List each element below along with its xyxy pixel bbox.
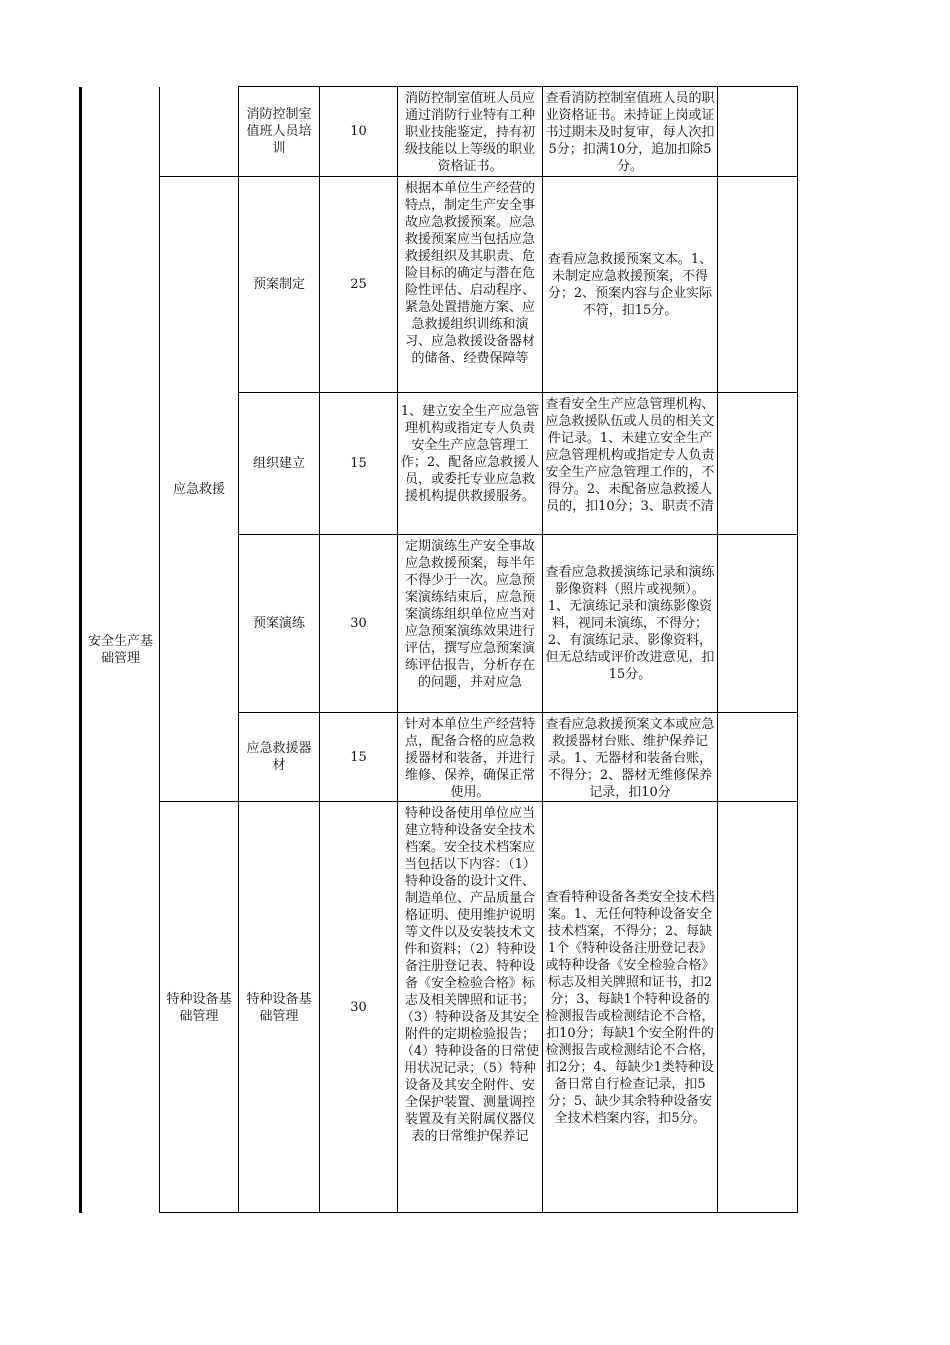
requirement-cell xyxy=(398,90,542,176)
method-text: 查看特种设备各类安全技术档案。1、无任何特种设备安全技术档案，不得分；2、每缺1个《特种设备注册登记表》或特种设备《安全检验合格》标志及相关牌照和证书，扣2分；3、每缺1个特种设备的检测报告或检测结论不合格，扣10分；每缺1个安全附件的检测报告或检测结论不合格，扣2分；4、每缺少1类特种设备日常自行检查记录，扣5分；5、缺少其余特种设备安全技术档案内容，扣5分。 xyxy=(545,889,715,1126)
item-label: 消防控制室值班人员培训 xyxy=(246,107,312,156)
score-value: 10 xyxy=(350,124,367,139)
item-cell xyxy=(239,713,319,801)
grid-line xyxy=(542,86,543,1213)
grid-line xyxy=(238,86,239,1213)
remarks-cell xyxy=(718,802,797,1213)
item-cell xyxy=(239,393,319,534)
requirement-text: 特种设备使用单位应当建立特种设备安全技术档案。安全技术档案应当包括以下内容：（1）特种设备的设计文件、制造单位、产品质量合格证明、使用维护说明等文件以及安装技术文件和资料；（2）特种设备注册登记表、特种设备《安全检验合格》标志及相关牌照和证书；（3）特种设备及其安全附件的定期检验报告；（4）特种设备的日常使用状况记录；（5）特种设备及其安全附件、安全保护装置、测量调控装置及有关附属仪器仪表的日常维护保养记 xyxy=(400,806,540,1144)
requirement-text: 根据本单位生产经营的特点，制定生产安全事故应急救援预案。应急救援预案应当包括应急救援组织及其职责、危险目标的确定与潜在危险性评估、启动程序、紧急处置措施方案、应急救援组织训练和演习、应急救援设备器材的储备、经费保障等 xyxy=(404,181,535,366)
method-cell xyxy=(543,396,717,534)
grid-line xyxy=(238,392,798,393)
item-cell xyxy=(239,177,319,392)
requirement-text: 1、建立安全生产应急管理机构或指定专人负责安全生产应急管理工作；2、配备应急救援人员，或委托专业应急救援机构提供救援服务。 xyxy=(400,404,540,504)
item-label: 特种设备基础管理 xyxy=(246,991,312,1024)
grid-line xyxy=(79,87,82,1213)
remarks-cell xyxy=(718,177,797,392)
group-label-special-equipment: 特种设备基础管理 xyxy=(166,991,232,1024)
remarks-cell xyxy=(718,535,797,712)
method-cell xyxy=(543,716,717,801)
grid-line xyxy=(238,534,798,535)
remarks-cell xyxy=(718,87,797,176)
grid-line xyxy=(159,1212,798,1213)
category-label: 安全生产基础管理 xyxy=(87,634,153,666)
method-cell xyxy=(543,535,717,712)
requirement-cell xyxy=(398,180,542,392)
remarks-cell xyxy=(718,393,797,534)
item-label: 应急救援器材 xyxy=(246,741,312,773)
score-value: 25 xyxy=(350,277,367,292)
requirement-text: 消防控制室值班人员应通过消防行业特有工种职业技能鉴定，持有初级技能以上等级的职业资格证书。 xyxy=(404,91,535,174)
grid-line xyxy=(797,86,798,1213)
method-text: 查看应急救援预案文本或应急救援器材台账、维护保养记录。1、无器材和装备台账，不得分；2、器材无维修保养记录，扣10分 xyxy=(545,717,715,800)
grid-line xyxy=(159,87,160,1213)
item-label: 预案制定 xyxy=(252,277,305,292)
method-text: 查看应急救援预案文本。1、未制定应急救援预案，不得分；2、预案内容与企业实际不符，扣15分。 xyxy=(547,251,713,318)
requirement-cell xyxy=(398,805,542,1213)
grid-line xyxy=(238,712,798,713)
group-label-emergency: 应急救援 xyxy=(172,481,225,497)
grid-line xyxy=(397,86,398,1213)
score-cell xyxy=(320,177,397,392)
score-cell xyxy=(320,535,397,712)
category-cell xyxy=(82,87,159,1213)
score-cell xyxy=(320,713,397,801)
score-value: 30 xyxy=(350,1000,367,1015)
method-text: 查看安全生产应急管理机构、应急救援队伍或人员的相关文件记录。1、未建立安全生产应急管理机构或指定专人负责安全生产应急管理工作的，不得分。2、未配备应急救援人员的，扣10分；3、职责不清 xyxy=(545,397,715,514)
grid-line xyxy=(238,86,798,87)
score-cell xyxy=(320,87,397,176)
score-value: 15 xyxy=(350,749,367,765)
score-value: 15 xyxy=(350,456,367,471)
score-cell xyxy=(320,802,397,1213)
method-text: 查看消防控制室值班人员的职业资格证书。未持证上岗或证书过期未及时复审，每人次扣5分；扣满10分，追加扣除5分。 xyxy=(545,91,715,174)
item-label: 组织建立 xyxy=(252,456,305,471)
requirement-cell xyxy=(398,403,542,534)
group-cell-emergency xyxy=(160,177,238,801)
requirement-text: 定期演练生产安全事故应急救援预案，每半年不得少于一次。应急预案演练结束后，应急预案演练组织单位应当对应急预案演练效果进行评估，撰写应急预案演练评估报告，分析存在的问题，并对应急 xyxy=(404,539,535,690)
item-cell xyxy=(239,87,319,176)
grid-line xyxy=(159,801,798,802)
grid-line xyxy=(717,86,718,1213)
method-cell xyxy=(543,177,717,392)
item-cell xyxy=(239,802,319,1213)
item-cell xyxy=(239,535,319,712)
method-text: 查看应急救援演练记录和演练影像资料（照片或视频）。1、无演练记录和演练影像资料，视同未演练，不得分；2、有演练记录、影像资料，但无总结或评价改进意见，扣15分。 xyxy=(545,565,715,682)
score-cell xyxy=(320,393,397,534)
grid-line xyxy=(319,86,320,1213)
grid-line xyxy=(159,176,798,177)
method-cell xyxy=(543,90,717,176)
requirement-cell xyxy=(398,538,542,712)
group-cell-special-equipment xyxy=(160,802,238,1213)
item-label: 预案演练 xyxy=(252,616,305,631)
method-cell xyxy=(543,802,717,1213)
requirement-cell xyxy=(398,716,542,801)
remarks-cell xyxy=(718,713,797,801)
requirement-text: 针对本单位生产经营特点，配备合格的应急救援器材和装备，并进行维修、保养，确保正常使用。 xyxy=(404,717,535,800)
score-value: 30 xyxy=(350,616,367,631)
